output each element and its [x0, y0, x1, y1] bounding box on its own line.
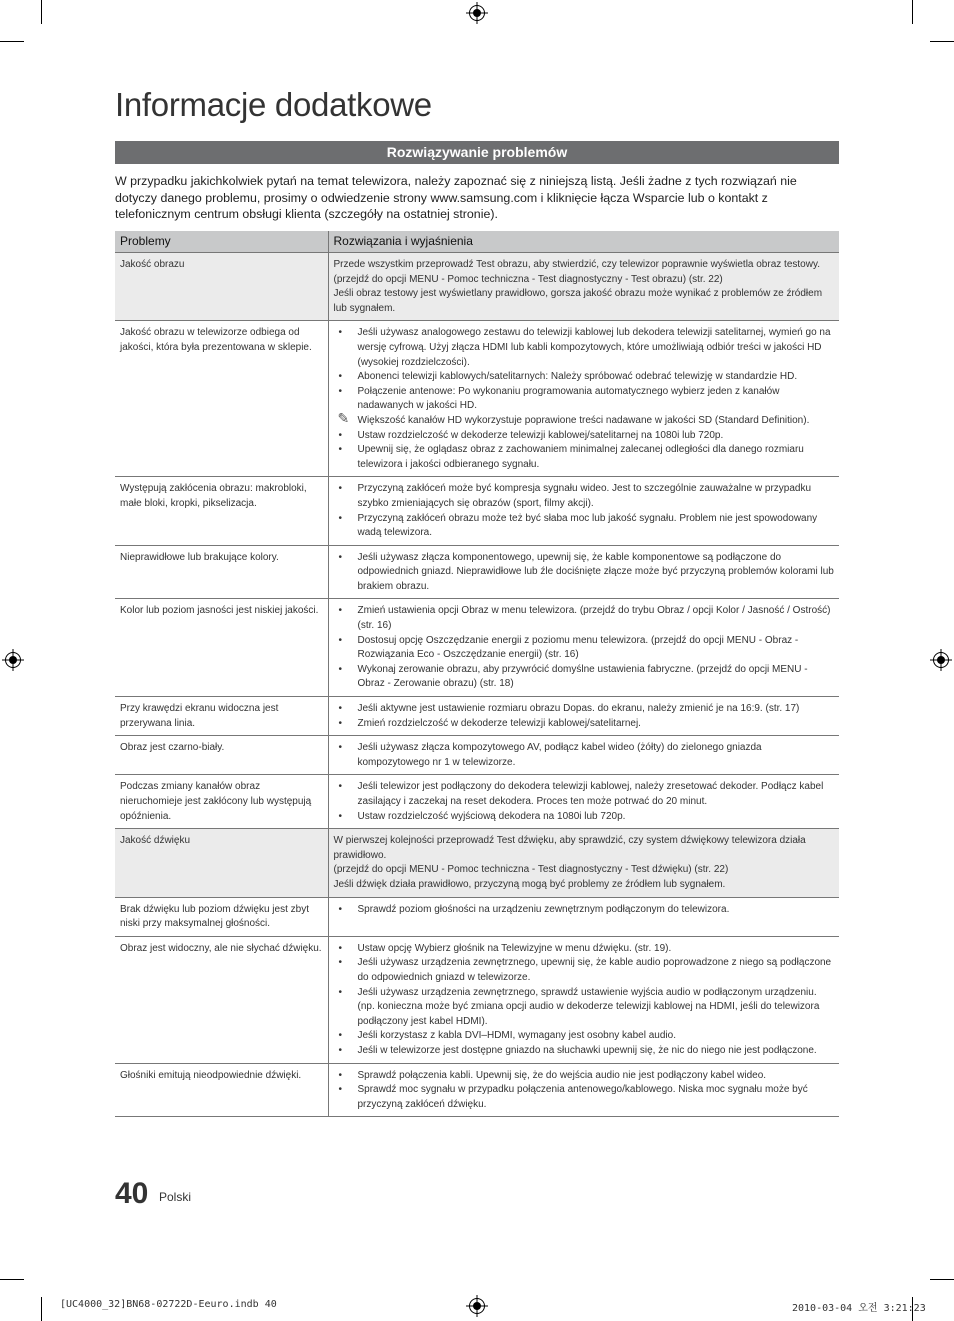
problem-cell: Jakość obrazu w telewizorze odbiega od jakości, która była prezentowana w sklepie.: [115, 321, 328, 477]
table-row: [115, 829, 839, 897]
solution-text: (przejdź do opcji MENU - Pomoc techniczna - Test diagnostyczny - Test dźwięku) (str. 22): [333, 864, 729, 876]
section-header: Rozwiązywanie problemów: [115, 141, 839, 164]
print-slug-date: 2010-03-04 오전 3:21:23: [792, 1303, 926, 1314]
crop-mark: [0, 1279, 24, 1280]
registration-mark-icon: [469, 5, 485, 21]
solution-cell: [328, 477, 839, 545]
registration-mark-icon: [469, 1298, 485, 1314]
page-number: 40: [115, 1177, 149, 1210]
list-item: • Jeśli używasz analogowego zestawu do telewizji kablowej lub dekodera telewizji satelitarnej, wymień go na wersję cyfrową. Użyj złącza HDMI lub kabli kompozytowych, które umożliwiają odbiór treści w jakości HD (wysokiej rozdzielczości).: [334, 326, 835, 370]
problem-cell: Przy krawędzi ekranu widoczna jest przerywana linia.: [115, 697, 328, 736]
list-item: • Ustaw rozdzielczość wyjściową dekodera na 1080i lub 720p.: [334, 810, 835, 825]
solution-text: Jeśli obraz testowy jest wyświetlany prawidłowo, gorsza jakość obrazu może wynikać z problemów ze źródłem lub sygnałem.: [333, 288, 823, 314]
page-title: Informacje dodatkowe: [115, 86, 432, 123]
list-item: • Przyczyną zakłóceń obrazu może też być słaba moc lub jakość sygnału. Problem nie jest spowodowany wadą telewizora.: [334, 512, 835, 541]
solution-text: Jeśli dźwięk działa prawidłowo, przyczyną mogą być problemy ze źródłem lub sygnałem.: [333, 878, 726, 890]
table-row: [115, 697, 839, 736]
list-item: • Zmień rozdzielczość w dekoderze telewizji kablowej/satelitarnej.: [334, 717, 835, 732]
solution-cell: [328, 1063, 839, 1117]
list-item: • Ustaw rozdzielczość w dekoderze telewizji kablowej/satelitarnej na 1080i lub 720p.: [334, 429, 835, 444]
problem-cell: Występują zakłócenia obrazu: makrobloki, małe bloki, kropki, pikselizacja.: [115, 477, 328, 545]
problem-cell: Głośniki emitują nieodpowiednie dźwięki.: [115, 1063, 328, 1117]
column-header-problems: Problemy: [115, 231, 328, 253]
list-item: • Sprawdź moc sygnału w przypadku połączenia antenowego/kablowego. Niska moc sygnału może być przyczyną zakłóceń dźwięku.: [334, 1083, 835, 1112]
problem-cell: Jakość dźwięku: [115, 829, 328, 897]
problem-cell: Kolor lub poziom jasności jest niskiej jakości.: [115, 599, 328, 697]
list-item: • Sprawdź poziom głośności na urządzeniu zewnętrznym podłączonym do telewizora.: [334, 903, 835, 918]
solution-cell: [328, 321, 839, 477]
problem-cell: Obraz jest widoczny, ale nie słychać dźwięku.: [115, 936, 328, 1063]
intro-paragraph: W przypadku jakichkolwiek pytań na temat telewizora, należy zapoznać się z niniejszą listą. Jeśli żadne z tych rozwiązań nie dotyczy danego problemu, prosimy o odwiedzenie strony www.samsung.com i kliknięcie łącza Wsparcie lub o kontakt z telefonicznym centrum obsługi klienta (szczegóły na ostatniej stronie).: [115, 174, 797, 222]
table-row: [115, 897, 839, 936]
print-slug-file: [UC4000_32]BN68-02722D-Eeuro.indb 40: [60, 1299, 277, 1310]
table-row: [115, 775, 839, 829]
column-header-solutions: Rozwiązania i wyjaśnienia: [328, 231, 839, 253]
list-item: • Sprawdź połączenia kabli. Upewnij się, że do wejścia audio nie jest podłączony kabel wideo.: [334, 1069, 835, 1084]
problem-cell: Nieprawidłowe lub brakujące kolory.: [115, 545, 328, 599]
list-item: • Wykonaj zerowanie obrazu, aby przywrócić domyślne ustawienia fabryczne. (przejdź do opcji MENU - Obraz - Zerowanie obrazu) (str. 18): [334, 663, 835, 692]
registration-mark-icon: [5, 652, 21, 668]
note-text: Większość kanałów HD wykorzystuje poprawione treści nadawane w jakości SD (Standard Definition).: [357, 414, 810, 426]
table-row: [115, 477, 839, 545]
table-row: [115, 253, 839, 321]
crop-mark: [0, 41, 24, 42]
table-row: [115, 321, 839, 477]
list-item: • Jeśli w telewizorze jest dostępne gniazdo na słuchawki upewnij się, że nic do niego nie jest podłączone.: [334, 1044, 835, 1059]
table-row: [115, 545, 839, 599]
table-row: [115, 936, 839, 1063]
list-item: • Jeśli używasz urządzenia zewnętrznego, upewnij się, że kable audio poprowadzone z niego są podłączone do odpowiednich gniazd w telewizorze.: [334, 956, 835, 985]
page-language: Polski: [159, 1190, 192, 1204]
crop-mark: [41, 0, 42, 24]
table-header-row: [115, 231, 839, 253]
list-item: • Upewnij się, że oglądasz obraz z zachowaniem minimalnej zalecanej odległości dla danego rozmiaru telewizora i jakości odbieranego sygnału.: [334, 443, 835, 472]
list-item: • Zmień ustawienia opcji Obraz w menu telewizora. (przejdź do trybu Obraz / opcji Kolor / Jasność / Ostrość) (str. 16): [334, 604, 835, 633]
problem-cell: Podczas zmiany kanałów obraz nieruchomieje jest zakłócony lub występują opóźnienia.: [115, 775, 328, 829]
problem-cell: Jakość obrazu: [115, 253, 328, 321]
crop-mark: [930, 41, 954, 42]
solution-cell: [328, 897, 839, 936]
list-item: • Jeśli używasz złącza komponentowego, upewnij się, że kable komponentowe są podłączone do odpowiednich gniazd. Nieprawidłowe lub źle dociśnięte złącze może być przyczyną problemów kolorami lub brakiem obrazu.: [334, 551, 835, 595]
crop-mark: [912, 0, 913, 24]
list-item: • Jeśli telewizor jest podłączony do dekodera telewizji kablowej, należy zresetować dekoder. Podłącz kabel zasilający i zaczekaj na reset dekodera. Proces ten może potrwać do 20 minut.: [334, 780, 835, 809]
list-item: • Abonenci telewizji kablowych/satelitarnych: Należy spróbować odebrać telewizję w standardzie HD.: [334, 370, 835, 385]
registration-mark-icon: [933, 652, 949, 668]
solution-cell: [328, 599, 839, 697]
solution-text: Przede wszystkim przeprowadź Test obrazu, aby stwierdzić, czy telewizor poprawnie wyświetla obraz testowy.: [333, 259, 820, 270]
crop-mark: [41, 1297, 42, 1321]
note-pencil-icon: ✎: [337, 409, 350, 426]
solution-cell: [328, 697, 839, 736]
solution-cell: [328, 253, 839, 321]
list-item: • Jeśli używasz złącza kompozytowego AV, podłącz kabel wideo (żółty) do zielonego gniazda kompozytowego nr 1 w telewizorze.: [334, 741, 835, 770]
troubleshooting-table: [115, 231, 839, 1117]
solution-text: W pierwszej kolejności przeprowadź Test dźwięku, aby sprawdzić, czy system dźwiękowy telewizora działa prawidłowo.: [333, 835, 806, 861]
problem-cell: Obraz jest czarno-biały.: [115, 736, 328, 775]
solution-cell: [328, 775, 839, 829]
table-row: [115, 736, 839, 775]
list-item: • Jeśli używasz urządzenia zewnętrznego, sprawdź ustawienie wyjścia audio w podłączonym urządzeniu. (np. konieczna może być zmiana opcji audio w dekoderze telewizji kablowej na HDMI, jeśli do telewizora podłączony jest kabel HDMI).: [334, 986, 835, 1030]
solution-text: (przejdź do opcji MENU - Pomoc techniczna - Test diagnostyczny - Test obrazu) (str. 22): [333, 273, 723, 285]
crop-mark: [930, 1279, 954, 1280]
problem-cell: Brak dźwięku lub poziom dźwięku jest zbyt niski przy maksymalnej głośności.: [115, 897, 328, 936]
list-item: • Jeśli korzystasz z kabla DVI–HDMI, wymagany jest osobny kabel audio.: [334, 1029, 835, 1044]
list-item: • Dostosuj opcję Oszczędzanie energii z poziomu menu telewizora. (przejdź do opcji MENU - Obraz - Rozwiązania Eco - Oszczędzanie energii) (str. 16): [334, 634, 835, 663]
table-row: [115, 1063, 839, 1117]
list-item: • Ustaw opcję Wybierz głośnik na Telewizyjne w menu dźwięku. (str. 19).: [334, 942, 835, 957]
solution-cell: [328, 545, 839, 599]
table-row: [115, 599, 839, 697]
note-item: [334, 409, 835, 429]
solution-cell: [328, 936, 839, 1063]
list-item: • Jeśli aktywne jest ustawienie rozmiaru obrazu Dopas. do ekranu, należy zmienić je na 16:9. (str. 17): [334, 702, 835, 717]
solution-cell: [328, 736, 839, 775]
list-item: • Połączenie antenowe: Po wykonaniu programowania automatycznego wybierz jeden z kanałów nadawanych w jakości HD.: [334, 385, 835, 414]
solution-cell: [328, 829, 839, 897]
list-item: • Przyczyną zakłóceń może być kompresja sygnału wideo. Jest to szczególnie zauważalne w przypadku szybko zmieniających się obrazów (sport, filmy akcji).: [334, 482, 835, 511]
